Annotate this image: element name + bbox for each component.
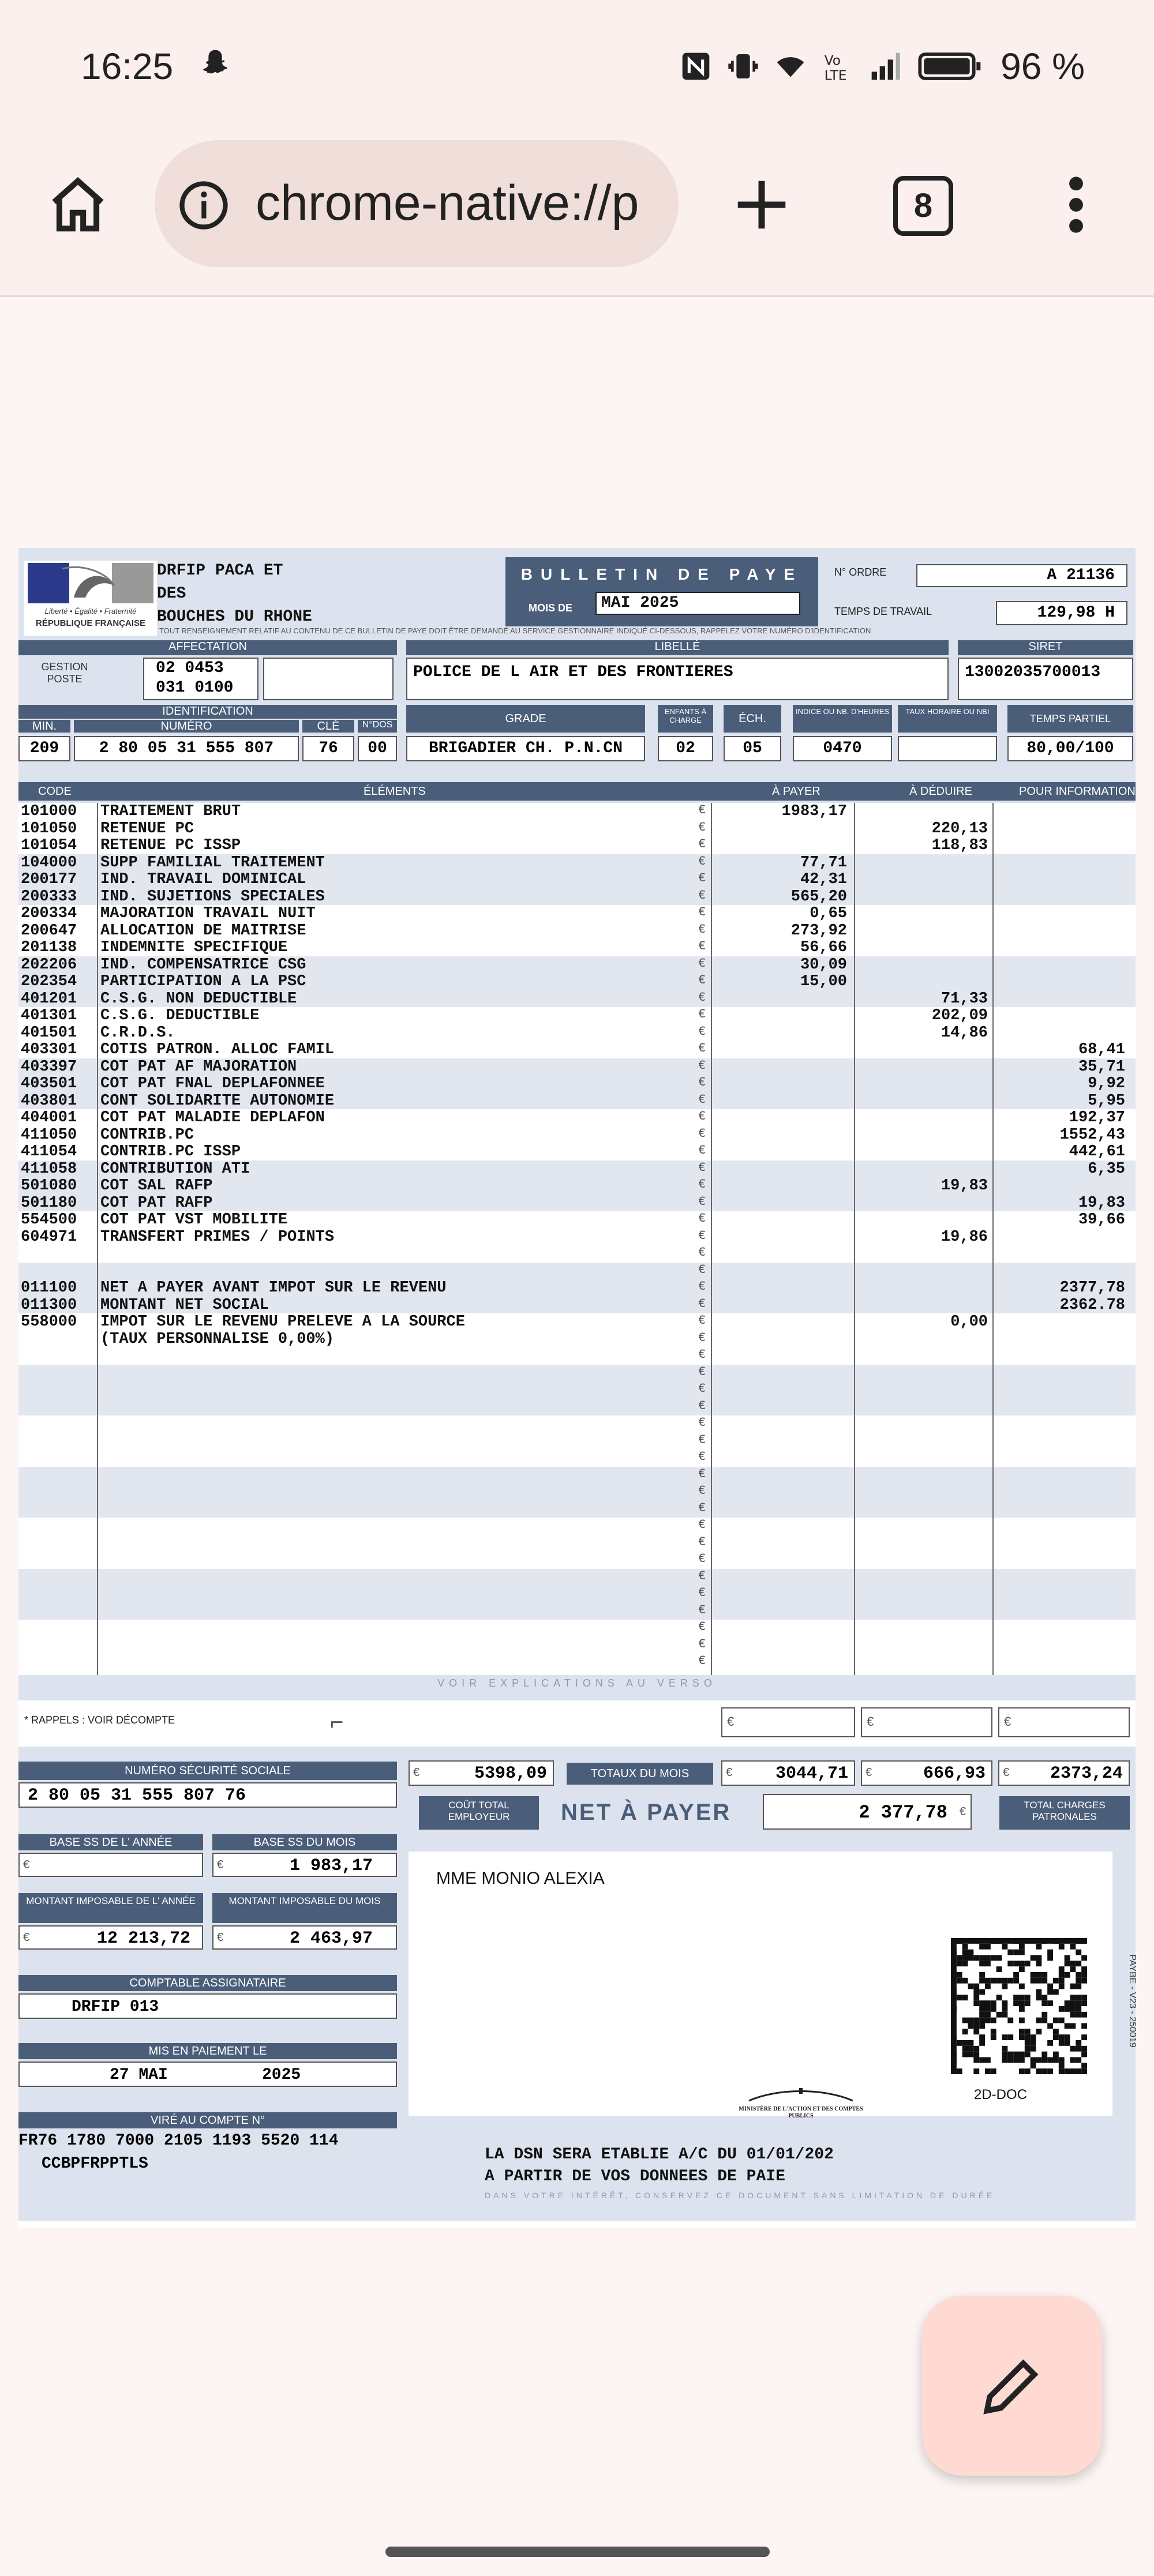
euro-sign: € — [698, 1620, 706, 1634]
euro-sign: € — [23, 1858, 30, 1871]
row-code: 403397 — [21, 1058, 77, 1076]
compte-label: VIRÉ AU COMPTE N° — [18, 2112, 397, 2128]
euro-sign: € — [698, 1041, 706, 1056]
row-label: C.S.G. DEDUCTIBLE — [100, 1007, 260, 1024]
euro-sign: € — [698, 1636, 706, 1651]
qr-label: 2D-DOC — [974, 2087, 1028, 2102]
pencil-icon — [979, 2352, 1046, 2419]
paiement-box — [18, 2061, 397, 2087]
row-payer: 42,31 — [800, 871, 847, 888]
row-deduire: 202,09 — [931, 1007, 988, 1024]
row-code: 401301 — [21, 1007, 77, 1024]
euro-sign: € — [698, 1126, 706, 1141]
gestion-value: 02 0453 — [156, 659, 224, 677]
euro-sign: € — [698, 1654, 706, 1668]
row-label: RETENUE PC ISSP — [100, 837, 241, 854]
info-icon[interactable] — [178, 179, 230, 231]
row-code: 202206 — [21, 956, 77, 974]
euro-sign: € — [698, 1211, 706, 1226]
euro-sign: € — [698, 1313, 706, 1328]
row-label: IND. SUJETIONS SPECIALES — [100, 888, 325, 906]
euro-sign: € — [726, 1766, 733, 1779]
row-code: 200333 — [21, 888, 77, 906]
euro-sign: € — [698, 1518, 706, 1532]
euro-sign: € — [698, 1058, 706, 1073]
min-value: 209 — [18, 736, 70, 761]
euro-sign: € — [698, 1024, 706, 1039]
imposable-mois-label: MONTANT IMPOSABLE DU MOIS — [212, 1893, 397, 1923]
month-value: MAI 2025 — [595, 592, 800, 615]
euro-sign: € — [698, 854, 706, 869]
row-label: NET A PAYER AVANT IMPOT SUR LE REVENU — [100, 1279, 447, 1297]
vibrate-icon — [727, 50, 759, 82]
marianne-emblem-icon — [28, 563, 153, 603]
row-label: IMPOT SUR LE REVENU PRELEVE A LA SOURCE — [100, 1313, 465, 1331]
signal-icon — [869, 50, 901, 82]
row-info: 35,71 — [1078, 1058, 1125, 1076]
row-payer: 0,65 — [810, 905, 847, 922]
keep-note: DANS VOTRE INTÉRÊT, CONSERVEZ CE DOCUMENT SANS LIMITATION DE DURÉE — [485, 2191, 995, 2200]
euro-sign: € — [698, 1500, 706, 1515]
row-info: 2362.78 — [1059, 1296, 1125, 1314]
net-label: NET À PAYER — [561, 1800, 732, 1825]
row-code: 403301 — [21, 1041, 77, 1058]
siret-value: 13002035700013 — [958, 658, 1133, 700]
row-label: SUPP FAMILIAL TRAITEMENT — [100, 854, 325, 872]
libelle-value: POLICE DE L AIR ET DES FRONTIERES — [406, 658, 949, 700]
ordre-label: N° ORDRE — [834, 566, 887, 578]
numero-value: 2 80 05 31 555 807 — [74, 736, 299, 761]
column-divider — [711, 803, 712, 1675]
ministry-emblem-icon — [743, 2088, 859, 2103]
grade-header: GRADE — [406, 705, 645, 733]
net-value-box — [763, 1794, 972, 1830]
min-header: MIN. — [18, 720, 70, 733]
row-code: 202354 — [21, 973, 77, 990]
side-code-wrap — [1121, 1898, 1137, 2105]
row-payer: 56,66 — [800, 939, 847, 956]
row-info: 192,37 — [1069, 1109, 1125, 1126]
row-payer: 565,20 — [790, 888, 847, 906]
row-payer: 30,09 — [800, 956, 847, 974]
row-deduire: 19,86 — [941, 1228, 988, 1246]
row-payer: 77,71 — [800, 854, 847, 872]
rappels-info: € — [998, 1707, 1130, 1737]
enfants-value: 02 — [658, 736, 713, 761]
net-value: 2 377,78 — [859, 1802, 947, 1823]
ech-value: 05 — [724, 736, 781, 761]
recipient-name: MME MONIO ALEXIA — [436, 1869, 605, 1888]
row-code: 411050 — [21, 1126, 77, 1144]
euro-sign: € — [698, 888, 706, 903]
ndos-value: 00 — [358, 736, 397, 761]
row-code: 200334 — [21, 905, 77, 922]
euro-sign: € — [698, 1466, 706, 1481]
euro-sign: € — [23, 1931, 30, 1944]
siret-header: SIRET — [958, 640, 1133, 655]
gesture-nav-bar[interactable] — [385, 2547, 770, 2557]
address-box — [409, 1852, 1112, 2119]
issuer-line: DES — [157, 585, 186, 603]
euro-sign: € — [698, 1450, 706, 1464]
payslip-title: BULLETIN DE PAYE — [520, 565, 803, 583]
rappels-bracket: ⌐ — [330, 1710, 344, 1735]
table-header — [18, 782, 1136, 801]
row-code: 200647 — [21, 922, 77, 940]
base-mois-value: 1 983,17 — [289, 1856, 373, 1876]
snapchat-icon — [199, 47, 231, 80]
euro-sign: € — [698, 1194, 706, 1209]
row-label: COT SAL RAFP — [100, 1177, 213, 1195]
euro-sign: € — [698, 1143, 706, 1158]
euro-sign: € — [698, 1279, 706, 1294]
row-deduire: 14,86 — [941, 1024, 988, 1042]
grade-value: BRIGADIER CH. P.N.CN — [406, 736, 645, 761]
row-label: IND. TRAVAIL DOMINICAL — [100, 871, 306, 888]
row-label: RETENUE PC — [100, 820, 194, 838]
home-icon[interactable] — [46, 173, 110, 236]
cle-value: 76 — [302, 736, 354, 761]
row-info: 39,66 — [1078, 1211, 1125, 1229]
euro-sign: € — [698, 1602, 706, 1617]
euro-sign: € — [698, 1075, 706, 1090]
bic-value: CCBPFRPPTLS — [42, 2155, 148, 2173]
total-payer-box — [721, 1760, 855, 1786]
row-label: C.S.G. NON DEDUCTIBLE — [100, 990, 297, 1008]
status-bar — [0, 0, 1154, 133]
more-menu-icon[interactable] — [1062, 173, 1091, 236]
ministry-logo — [732, 2088, 870, 2120]
row-label: COTIS PATRON. ALLOC FAMIL — [100, 1041, 335, 1058]
svg-text:Vo: Vo — [824, 52, 841, 69]
row-payer: 1983,17 — [781, 803, 847, 820]
row-info: 6,35 — [1088, 1160, 1125, 1178]
column-divider — [854, 803, 855, 1675]
issuer-block — [157, 559, 312, 629]
base-mois-box — [212, 1853, 397, 1877]
payslip-table — [18, 803, 1136, 1675]
temps-travail-label: TEMPS DE TRAVAIL — [834, 606, 932, 617]
row-code: 404001 — [21, 1109, 77, 1126]
battery-percent: 96 % — [1001, 46, 1085, 87]
rappels-row — [18, 1700, 1136, 1747]
row-code: 501180 — [21, 1194, 77, 1212]
euro-sign: € — [698, 803, 706, 817]
comptable-value: DRFIP 013 — [18, 1993, 397, 2019]
charges-label: TOTAL CHARGES PATRONALES — [999, 1796, 1130, 1830]
row-info: 68,41 — [1078, 1041, 1125, 1058]
rappels-payer: € — [721, 1707, 855, 1737]
row-deduire: 71,33 — [941, 990, 988, 1008]
imposable-mois-box — [212, 1925, 397, 1950]
row-info: 1552,43 — [1059, 1126, 1125, 1144]
libelle-header: LIBELLÉ — [406, 640, 949, 655]
dsn-line-1: LA DSN SERA ETABLIE A/C DU 01/01/202 — [485, 2146, 834, 2164]
cout-total-box — [409, 1760, 554, 1786]
base-mois-label: BASE SS DU MOIS — [212, 1834, 397, 1850]
row-label: PARTICIPATION A LA PSC — [100, 973, 306, 990]
svg-text:LTE: LTE — [824, 67, 847, 82]
base-annee-label: BASE SS DE L' ANNÉE — [18, 1834, 203, 1850]
taux-value — [898, 736, 997, 761]
row-code: 104000 — [21, 854, 77, 872]
row-label: COT PAT FNAL DEPLAFONNEE — [100, 1075, 325, 1092]
euro-sign: € — [698, 837, 706, 851]
row-info: 5,95 — [1088, 1092, 1125, 1110]
paiement-year: 2025 — [262, 2066, 301, 2084]
imposable-annee-box — [18, 1925, 203, 1950]
paiement-label: MIS EN PAIEMENT LE — [18, 2043, 397, 2059]
deduire-column-header: À DÉDUIRE — [909, 785, 972, 798]
row-label: TRANSFERT PRIMES / POINTS — [100, 1228, 335, 1246]
issuer-line: BOUCHES DU RHONE — [157, 608, 312, 626]
euro-sign: € — [698, 922, 706, 937]
row-label: ALLOCATION DE MAITRISE — [100, 922, 306, 940]
euro-sign: € — [865, 1766, 872, 1779]
title-block — [505, 557, 818, 626]
row-code: 401501 — [21, 1024, 77, 1042]
temps-partiel-value: 80,00/100 — [1007, 736, 1133, 761]
identification-header: IDENTIFICATION — [18, 705, 397, 719]
info-column-header: POUR INFORMATION — [1019, 785, 1136, 798]
row-info: 19,83 — [1078, 1194, 1125, 1212]
row-payer: 15,00 — [800, 973, 847, 990]
euro-sign: € — [413, 1766, 420, 1779]
row-label: CONT SOLIDARITE AUTONOMIE — [100, 1092, 335, 1110]
euro-sign: € — [698, 1007, 706, 1022]
total-info-value: 2373,24 — [1050, 1764, 1123, 1783]
row-label: CONTRIB.PC ISSP — [100, 1143, 241, 1161]
row-code: 011300 — [21, 1296, 77, 1314]
paiement-day: 27 MAI — [110, 2066, 168, 2084]
row-label: MAJORATION TRAVAIL NUIT — [100, 905, 316, 922]
marianne-logo — [24, 561, 157, 636]
euro-sign: € — [698, 1381, 706, 1396]
row-code: 403501 — [21, 1075, 77, 1092]
nss-header: NUMÉRO SÉCURITÉ SOCIALE — [18, 1762, 397, 1780]
payslip-paper — [18, 548, 1136, 2221]
euro-sign: € — [698, 939, 706, 953]
euro-sign: € — [1003, 1766, 1010, 1779]
month-label: MOIS DE — [529, 602, 573, 614]
row-deduire: 19,83 — [941, 1177, 988, 1195]
euro-sign: € — [698, 1245, 706, 1260]
euro-sign: € — [698, 1484, 706, 1498]
indice-value: 0470 — [793, 736, 892, 761]
euro-sign: € — [698, 1432, 706, 1447]
row-deduire: 220,13 — [931, 820, 988, 838]
battery-icon — [916, 50, 986, 82]
comptable-label: COMPTABLE ASSIGNATAIRE — [18, 1975, 397, 1991]
row-label: TRAITEMENT BRUT — [100, 803, 241, 820]
euro-sign: € — [698, 820, 706, 835]
gestion-label: GESTION POSTE — [41, 661, 88, 685]
euro-sign: € — [698, 1160, 706, 1175]
row-code: 101054 — [21, 837, 77, 854]
cle-header: CLÉ — [302, 720, 354, 733]
base-annee-box — [18, 1853, 203, 1877]
verso-note: VOIR EXPLICATIONS AU VERSO — [437, 1677, 717, 1689]
payer-column-header: À PAYER — [772, 785, 820, 798]
enfants-header: ENFANTS À CHARGE — [658, 705, 713, 733]
euro-sign: € — [217, 1858, 224, 1871]
euro-sign: € — [698, 1398, 706, 1413]
ministry-text: MINISTÈRE DE L'ACTION ET DES COMPTES PUBLICS — [739, 2106, 863, 2119]
row-info: 442,61 — [1069, 1143, 1125, 1161]
euro-sign: € — [698, 1330, 706, 1345]
qr-code-icon — [951, 1938, 1087, 2074]
affectation-header: AFFECTATION — [18, 640, 397, 655]
euro-sign: € — [698, 1092, 706, 1107]
row-code: 604971 — [21, 1228, 77, 1246]
imposable-annee-label: MONTANT IMPOSABLE DE L' ANNÉE — [18, 1893, 203, 1923]
euro-sign: € — [698, 1534, 706, 1549]
column-divider — [97, 803, 98, 1675]
ordre-value: A 21136 — [916, 564, 1127, 587]
row-label: (TAUX PERSONNALISE 0,00%) — [100, 1330, 335, 1348]
status-time: 16:25 — [81, 46, 174, 87]
address-bar[interactable] — [155, 140, 679, 267]
logo-motto: Liberté • Égalité • Fraternité — [44, 607, 137, 615]
row-label: IND. COMPENSATRICE CSG — [100, 956, 306, 974]
ndos-header: N°DOS — [358, 720, 397, 733]
row-code: 411054 — [21, 1143, 77, 1161]
taux-header: TAUX HORAIRE OU NBI — [898, 705, 997, 733]
row-label: MONTANT NET SOCIAL — [100, 1296, 269, 1314]
euro-sign: € — [698, 1552, 706, 1566]
temps-partiel-header: TEMPS PARTIEL — [1007, 705, 1133, 733]
rappels-label: * RAPPELS : VOIR DÉCOMPTE — [24, 1714, 175, 1726]
side-code: PAYBE - V23 - 250019 — [1127, 1954, 1137, 2048]
row-label: CONTRIBUTION ATI — [100, 1160, 250, 1178]
gestion-values — [143, 658, 258, 700]
row-code: 411058 — [21, 1160, 77, 1178]
row-code: 554500 — [21, 1211, 77, 1229]
edit-fab-button[interactable] — [922, 2296, 1102, 2476]
iban-value: FR76 1780 7000 2105 1193 5520 114 — [18, 2132, 339, 2150]
row-payer: 273,92 — [790, 922, 847, 940]
euro-sign: € — [698, 1228, 706, 1243]
issuer-line: DRFIP PACA ET — [157, 562, 283, 580]
row-code: 011100 — [21, 1279, 77, 1297]
elements-column-header: ÉLÉMENTS — [364, 785, 426, 798]
new-tab-icon[interactable] — [730, 173, 793, 236]
row-code: 101050 — [21, 820, 77, 838]
ech-header: ÉCH. — [724, 705, 781, 733]
row-info: 2377,78 — [1059, 1279, 1125, 1297]
euro-sign: € — [698, 956, 706, 971]
row-label: COT PAT RAFP — [100, 1194, 213, 1212]
gestion-value: 031 0100 — [156, 679, 234, 697]
nss-value: 2 80 05 31 555 807 76 — [18, 1782, 397, 1808]
euro-sign: € — [959, 1805, 966, 1818]
total-payer-value: 3044,71 — [775, 1764, 848, 1783]
row-label: INDEMNITE SPECIFIQUE — [100, 939, 288, 956]
row-code: 403801 — [21, 1092, 77, 1110]
euro-sign: € — [698, 1296, 706, 1311]
total-info-box — [998, 1760, 1130, 1786]
row-deduire: 0,00 — [950, 1313, 988, 1331]
row-info: 9,92 — [1088, 1075, 1125, 1092]
euro-sign: € — [698, 1364, 706, 1379]
euro-sign: € — [698, 1262, 706, 1277]
row-label: COT PAT VST MOBILITE — [100, 1211, 288, 1229]
row-label: COT PAT MALADIE DEPLAFON — [100, 1109, 325, 1126]
nfc-icon — [680, 50, 712, 82]
row-code: 101000 — [21, 803, 77, 820]
volte-icon — [822, 50, 854, 82]
row-code: 200177 — [21, 871, 77, 888]
euro-sign: € — [698, 973, 706, 987]
row-code: 501080 — [21, 1177, 77, 1195]
row-code: 558000 — [21, 1313, 77, 1331]
cout-total-value: 5398,09 — [474, 1764, 547, 1783]
indice-header: INDICE OU NB. D'HEURES — [793, 705, 892, 733]
gestion-extra — [263, 658, 394, 700]
logo-republique: RÉPUBLIQUE FRANÇAISE — [35, 618, 145, 628]
code-column-header: CODE — [38, 785, 72, 798]
euro-sign: € — [698, 1415, 706, 1430]
euro-column — [18, 803, 1136, 1675]
total-deduire-value: 666,93 — [923, 1764, 986, 1783]
row-label: C.R.D.S. — [100, 1024, 175, 1042]
row-deduire: 118,83 — [931, 837, 988, 854]
row-label: COT PAT AF MAJORATION — [100, 1058, 297, 1076]
payslip-document — [18, 548, 1136, 2228]
wifi-icon — [774, 50, 807, 82]
rappels-deduire: € — [861, 1707, 992, 1737]
euro-sign: € — [698, 990, 706, 1005]
imposable-mois-value: 2 463,97 — [289, 1929, 373, 1948]
euro-sign: € — [698, 1347, 706, 1362]
numero-header: NUMÉRO — [74, 720, 299, 733]
euro-sign: € — [698, 1586, 706, 1600]
column-divider — [992, 803, 994, 1675]
euro-sign: € — [217, 1931, 224, 1944]
euro-sign: € — [698, 905, 706, 919]
row-label: CONTRIB.PC — [100, 1126, 194, 1144]
row-code: 201138 — [21, 939, 77, 956]
status-icons — [680, 45, 1085, 88]
notice-text: TOUT RENSEIGNEMENT RELATIF AU CONTENU DE CE BULLETIN DE PAYE DOIT ÊTRE DEMANDÉ AU SERVICE GESTIONNAIRE INDIQUÉ CI-DESSOUS, RAPPELEZ VOTRE NUMÉRO D'IDENTIFICATION — [159, 626, 871, 635]
total-deduire-box — [861, 1760, 992, 1786]
euro-sign: € — [698, 1568, 706, 1583]
imposable-annee-value: 12 213,72 — [96, 1929, 190, 1948]
temps-travail-value: 129,98 H — [996, 601, 1127, 625]
cout-total-label: COÛT TOTAL EMPLOYEUR — [419, 1796, 539, 1830]
url-text[interactable]: chrome-native://p — [256, 175, 639, 231]
euro-sign: € — [698, 1177, 706, 1192]
row-code: 401201 — [21, 990, 77, 1008]
totaux-label: TOTAUX DU MOIS — [567, 1763, 713, 1785]
euro-sign: € — [698, 871, 706, 885]
euro-sign: € — [698, 1109, 706, 1124]
tab-switcher-button[interactable]: 8 — [893, 176, 953, 236]
dsn-line-2: A PARTIR DE VOS DONNEES DE PAIE — [485, 2168, 785, 2186]
